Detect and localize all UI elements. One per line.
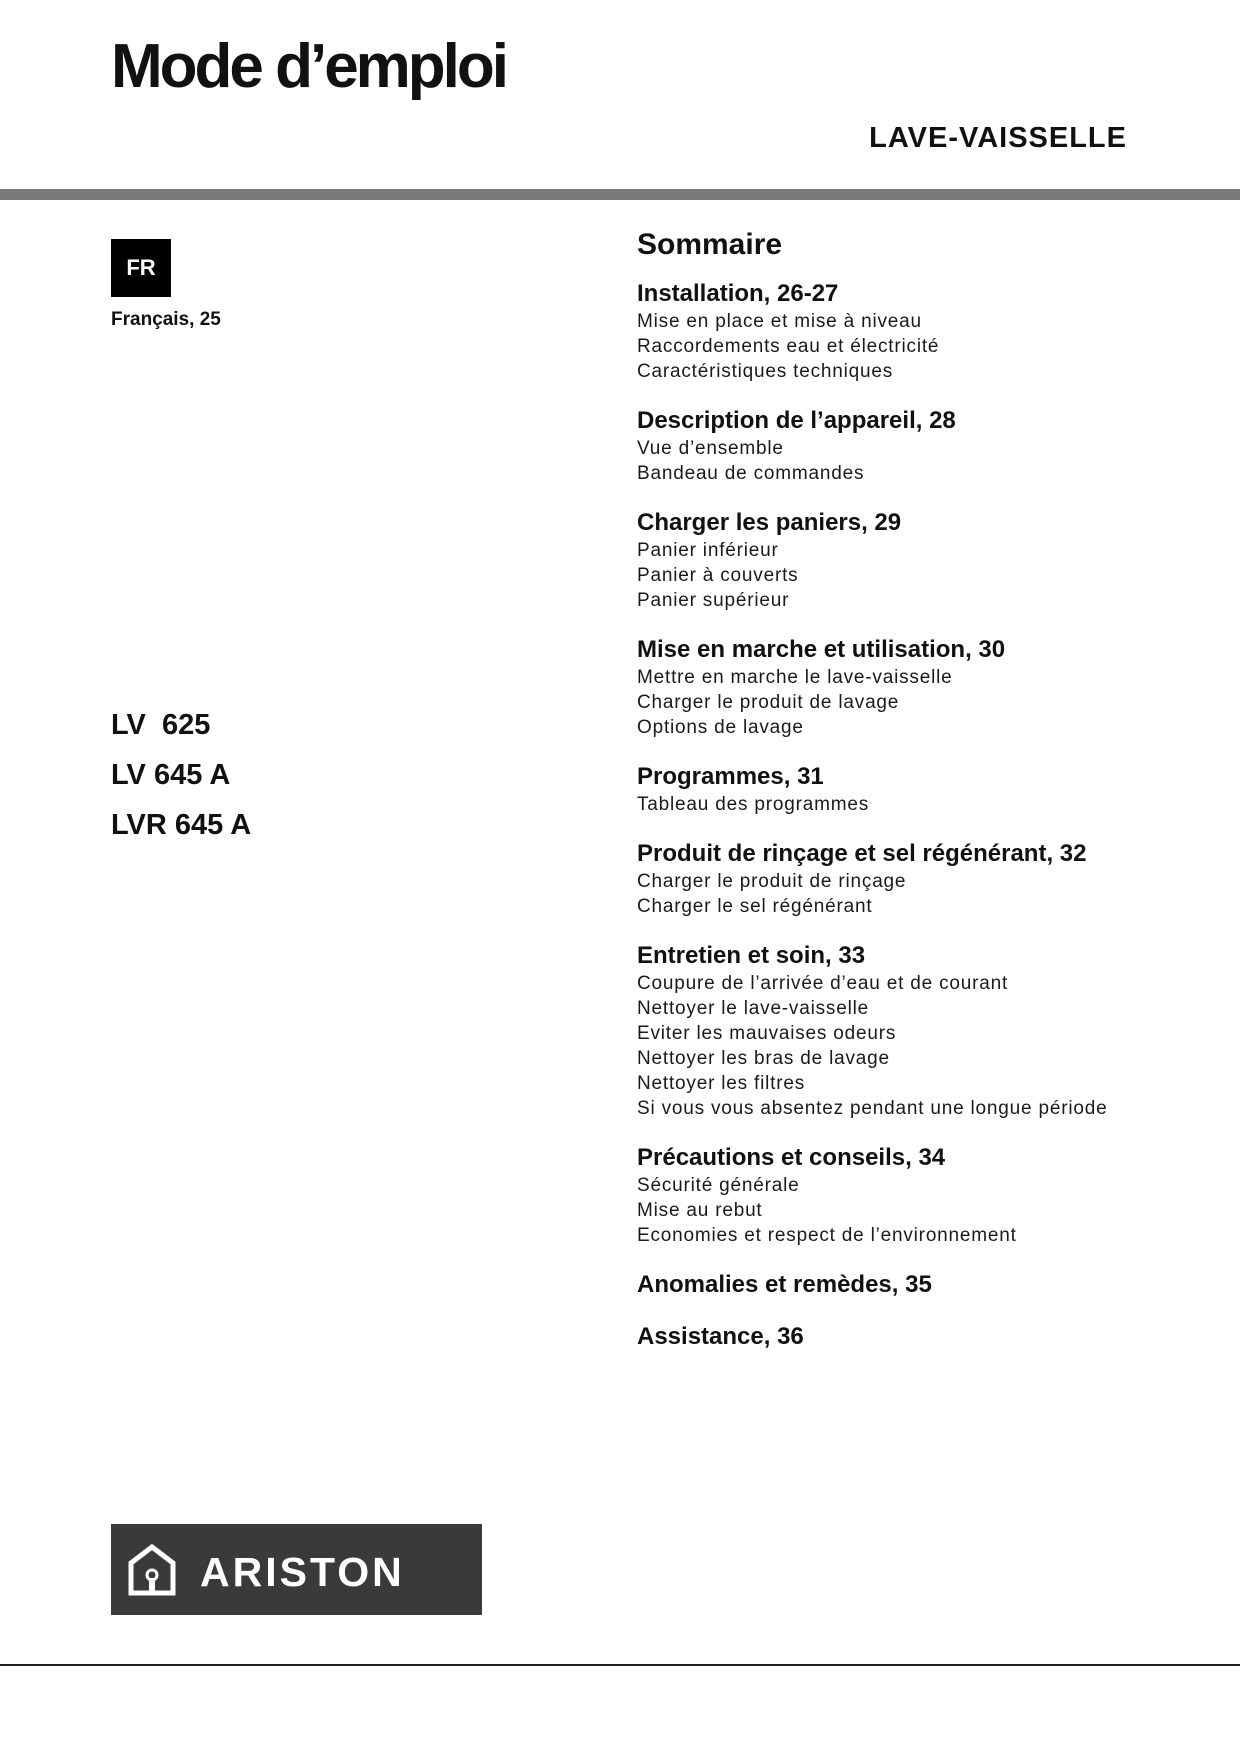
model-name: LV 645 A xyxy=(111,759,231,791)
toc-section xyxy=(637,508,1157,613)
toc-subitem: Coupure de l’arrivée d’eau et de courant xyxy=(637,973,1009,994)
toc-subitem: Si vous vous absentez pendant une longue période xyxy=(637,1098,1108,1119)
toc-subitem: Charger le sel régénérant xyxy=(637,896,873,917)
toc-subitem: Bandeau de commandes xyxy=(637,463,865,484)
toc-section-title: Anomalies et remèdes, 35 xyxy=(637,1271,932,1298)
toc-section xyxy=(637,1270,1157,1300)
toc-section xyxy=(637,279,1157,384)
toc-subitem: Charger le produit de lavage xyxy=(637,692,900,713)
model-name: LV 625 xyxy=(111,709,211,741)
header-divider xyxy=(0,189,1240,200)
toc-section xyxy=(637,635,1157,740)
toc-section xyxy=(637,941,1157,1121)
footer-divider xyxy=(0,1664,1240,1666)
toc-subitem: Mettre en marche le lave-vaisselle xyxy=(637,667,953,688)
toc-subitem: Mise en place et mise à niveau xyxy=(637,311,922,332)
product-category: LAVE-VAISSELLE xyxy=(869,122,1127,154)
toc-subitem: Economies et respect de l’environnement xyxy=(637,1225,1017,1246)
brand-logo xyxy=(111,1524,482,1615)
toc-subitem: Caractéristiques techniques xyxy=(637,361,894,382)
toc-subitem: Tableau des programmes xyxy=(637,794,869,815)
toc-heading: Sommaire xyxy=(637,228,783,261)
toc-section xyxy=(637,1322,1157,1352)
toc-section-title: Mise en marche et utilisation, 30 xyxy=(637,636,1006,663)
toc-sections xyxy=(637,279,1157,1352)
toc-subitem: Eviter les mauvaises odeurs xyxy=(637,1023,897,1044)
language-caption: Français, 25 xyxy=(111,309,221,330)
model-name: LVR 645 A xyxy=(111,809,252,841)
toc-subitem: Raccordements eau et électricité xyxy=(637,336,940,357)
toc-section-title: Précautions et conseils, 34 xyxy=(637,1144,946,1171)
document-title: Mode d’emploi xyxy=(111,32,506,101)
toc-section-title: Programmes, 31 xyxy=(637,763,824,790)
toc-subitem: Nettoyer le lave-vaisselle xyxy=(637,998,869,1019)
model-list xyxy=(111,700,251,850)
toc-section-title: Installation, 26-27 xyxy=(637,280,839,307)
toc-subitem: Vue d’ensemble xyxy=(637,438,784,459)
toc-section-title: Entretien et soin, 33 xyxy=(637,942,866,969)
table-of-contents xyxy=(637,230,1157,1374)
toc-subitem: Mise au rebut xyxy=(637,1200,763,1221)
toc-subitem: Panier supérieur xyxy=(637,590,790,611)
toc-subitem: Charger le produit de rinçage xyxy=(637,871,907,892)
toc-section-title: Charger les paniers, 29 xyxy=(637,509,902,536)
toc-subitem: Options de lavage xyxy=(637,717,804,738)
language-badge: FR xyxy=(111,239,171,297)
toc-section-title: Description de l’appareil, 28 xyxy=(637,407,956,434)
toc-subitem: Panier inférieur xyxy=(637,540,779,561)
toc-subitem: Sécurité générale xyxy=(637,1175,800,1196)
toc-section xyxy=(637,839,1157,919)
toc-section-title: Assistance, 36 xyxy=(637,1323,804,1350)
toc-subitem: Panier à couverts xyxy=(637,565,799,586)
toc-subitem: Nettoyer les filtres xyxy=(637,1073,806,1094)
toc-subitem: Nettoyer les bras de lavage xyxy=(637,1048,890,1069)
house-outline-icon xyxy=(128,1544,176,1596)
toc-section-title: Produit de rinçage et sel régénérant, 32 xyxy=(637,840,1087,867)
toc-section xyxy=(637,406,1157,486)
brand-name: ARISTON xyxy=(200,1549,405,1595)
toc-section xyxy=(637,1143,1157,1248)
toc-section xyxy=(637,762,1157,817)
